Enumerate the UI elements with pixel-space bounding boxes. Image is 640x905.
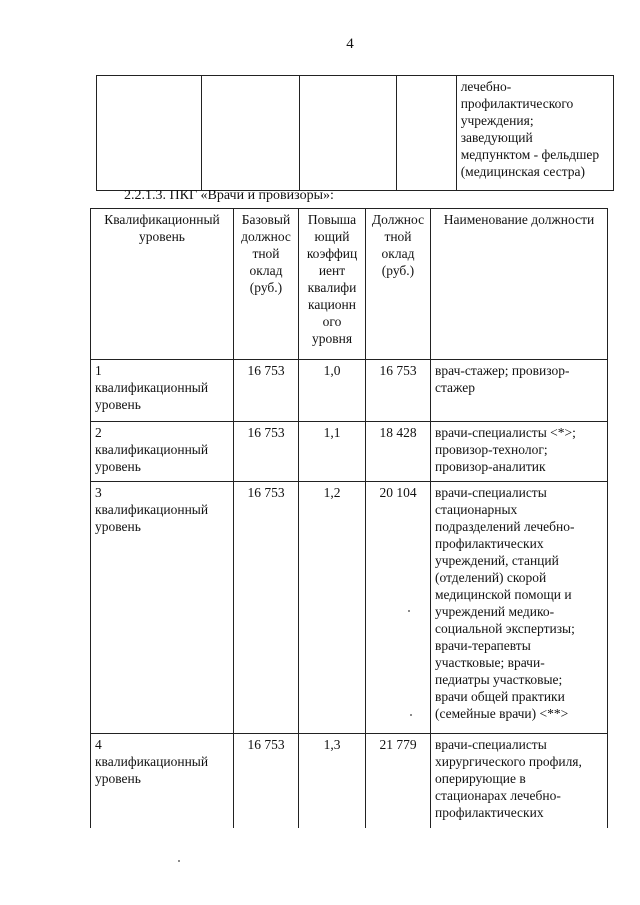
table-row — [91, 422, 608, 482]
coefficient-cell: 1,2 — [299, 482, 366, 734]
position-cell: лечебно- профилактического учреждения; заведующий медпунктом - фельдшер (медицинская сестра) — [456, 76, 613, 191]
base-salary-cell: 16 753 — [234, 422, 299, 482]
positions-cell: врачи-специалисты <*>; провизор-технолог; провизор-аналитик — [431, 422, 608, 482]
scan-speck — [178, 860, 180, 862]
table-row — [91, 734, 608, 829]
level-cell: 3 квалификационный уровень — [91, 482, 234, 734]
coefficient-cell: 1,0 — [299, 360, 366, 422]
level-cell: 1 квалификационный уровень — [91, 360, 234, 422]
level-cell: 4 квалификационный уровень — [91, 734, 234, 829]
table-header-row — [91, 209, 608, 360]
base-salary-cell: 16 753 — [234, 482, 299, 734]
level-cell: 2 квалификационный уровень — [91, 422, 234, 482]
header-position: Наименование должности — [431, 209, 608, 360]
empty-cell — [300, 76, 396, 191]
salary-cell: 16 753 — [366, 360, 431, 422]
table-row — [91, 360, 608, 422]
base-salary-cell: 16 753 — [234, 360, 299, 422]
salary-table — [90, 208, 608, 828]
section-heading: 2.2.1.3. ПКГ «Врачи и провизоры»: — [124, 188, 334, 203]
empty-cell — [396, 76, 456, 191]
salary-cell: 18 428 — [366, 422, 431, 482]
salary-cell: 21 779 — [366, 734, 431, 829]
header-level: Квалификационный уровень — [91, 209, 234, 360]
coefficient-cell: 1,1 — [299, 422, 366, 482]
positions-cell: врачи-специалисты стационарных подразделений лечебно- профилактических учреждений, станций (отделений) скорой медицинской помощи и учреждений медико- социальной экспертизы; врачи-терапевты участковые; врачи- педиатры участковые; врачи общей практики (семейные врачи) <**> — [431, 482, 608, 734]
scan-speck — [410, 714, 412, 716]
continuation-table — [96, 75, 614, 191]
positions-cell: врачи-специалисты хирургического профиля, оперирующие в стационарах лечебно- профилактических — [431, 734, 608, 829]
scan-speck — [408, 610, 410, 612]
base-salary-cell: 16 753 — [234, 734, 299, 829]
positions-cell: врач-стажер; провизор- стажер — [431, 360, 608, 422]
header-base-salary: Базовый должнос тной оклад (руб.) — [234, 209, 299, 360]
salary-cell: 20 104 — [366, 482, 431, 734]
empty-cell — [97, 76, 202, 191]
page-number: 4 — [346, 36, 354, 52]
table-row — [91, 482, 608, 734]
header-coefficient: Повыша ющий коэффиц иент квалифи кационн ого уровня — [299, 209, 366, 360]
empty-cell — [202, 76, 300, 191]
header-salary: Должнос тной оклад (руб.) — [366, 209, 431, 360]
coefficient-cell: 1,3 — [299, 734, 366, 829]
